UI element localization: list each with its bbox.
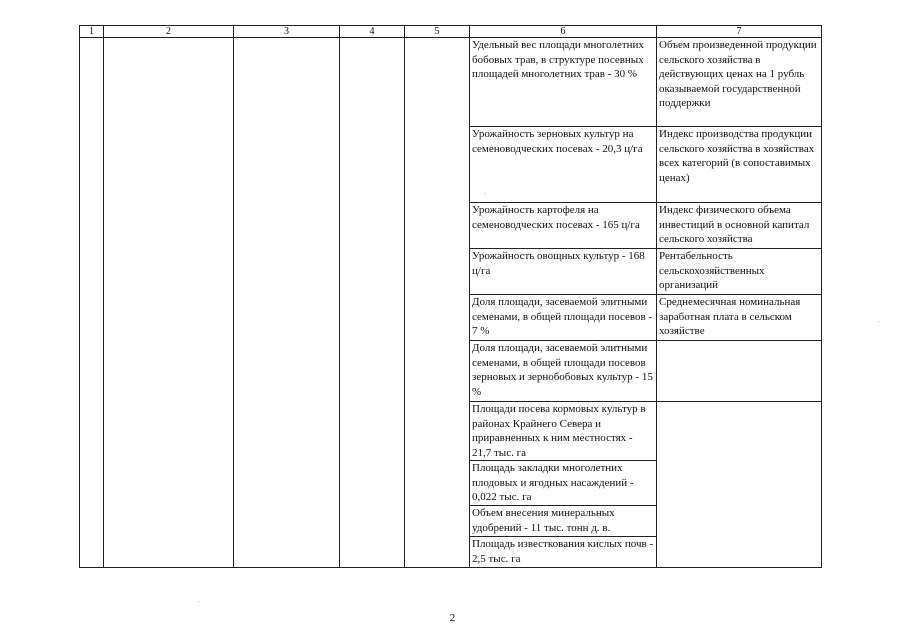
program-indicator-cell: Рентабельность сельскохозяйственных организаций <box>657 249 822 295</box>
program-indicator-cell <box>657 341 822 402</box>
target-indicator-cell: Доля площади, засеваемой элитными семенами, в общей площади посевов зерновых и зернобобовых культур - 15 % <box>470 341 657 402</box>
column-header-2: 2 <box>104 26 234 38</box>
header-row <box>80 26 822 38</box>
column-header-4: 4 <box>340 26 405 38</box>
target-indicator-cell: Площадь закладки многолетних плодовых и ягодных насаждений - 0,022 тыс. га <box>470 461 657 506</box>
target-indicator-cell: Объем внесения минеральных удобрений - 11 тыс. тонн д. в. <box>470 506 657 537</box>
table-row <box>80 38 822 127</box>
page-number: 2 <box>449 612 456 624</box>
target-indicator-cell: Урожайность зерновых культур на семеноводческих посевах - 20,3 ц/га <box>470 127 657 203</box>
column-2-cell <box>104 38 234 568</box>
scan-speck: · <box>878 318 881 326</box>
target-indicator-cell: Доля площади, засеваемой элитными семенами, в общей площади посевов - 7 % <box>470 295 657 341</box>
target-indicator-cell: Площадь известкования кислых почв - 2,5 тыс. га <box>470 537 657 568</box>
column-3-cell <box>234 38 340 568</box>
program-indicator-cell: Индекс производства продукции сельского хозяйства в хозяйствах всех категорий (в сопоставимых ценах) <box>657 127 822 203</box>
program-indicator-cell <box>657 402 822 568</box>
indicators-table <box>79 25 822 568</box>
column-header-7: 7 <box>657 26 822 38</box>
column-4-cell <box>340 38 405 568</box>
column-5-cell <box>405 38 470 568</box>
target-indicator-cell: Урожайность картофеля на семеноводческих посевах - 165 ц/га <box>470 203 657 249</box>
column-header-1: 1 <box>80 26 104 38</box>
scan-speck: · <box>198 598 201 606</box>
scan-speck: · <box>484 190 487 198</box>
column-header-6: 6 <box>470 26 657 38</box>
program-indicator-cell: Объем произведенной продукции сельского хозяйства в действующих ценах на 1 рубль оказываемой государственной поддержки <box>657 38 822 127</box>
column-header-3: 3 <box>234 26 340 38</box>
column-1-cell <box>80 38 104 568</box>
target-indicator-cell: Урожайность овощных культур - 168 ц/га <box>470 249 657 295</box>
program-indicator-cell: Среднемесячная номинальная заработная плата в сельском хозяйстве <box>657 295 822 341</box>
column-header-5: 5 <box>405 26 470 38</box>
program-indicator-cell: Индекс физического объема инвестиций в основной капитал сельского хозяйства <box>657 203 822 249</box>
target-indicator-cell: Удельный вес площади многолетних бобовых трав, в структуре посевных площадей многолетних трав - 30 % <box>470 38 657 127</box>
target-indicator-cell: Площади посева кормовых культур в районах Крайнего Севера и приравненных к ним местностях - 21,7 тыс. га <box>470 402 657 461</box>
